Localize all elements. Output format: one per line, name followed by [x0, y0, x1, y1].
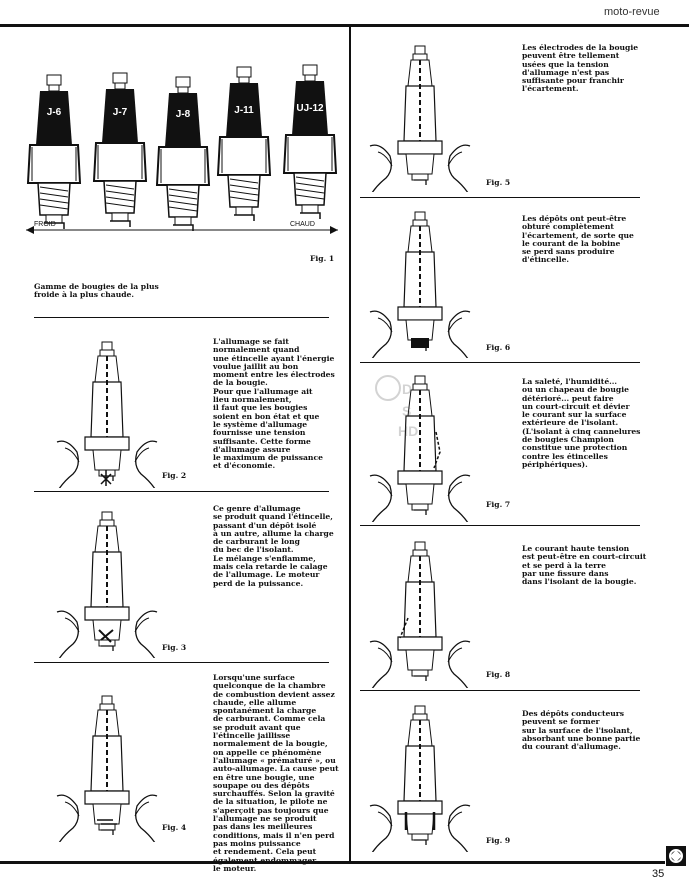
separator	[360, 362, 640, 363]
column-divider	[349, 27, 351, 862]
fig-text: La saleté, l'humidité... ou un chapeau de bougie détérioré... peut faire un court-circuit et dévier le courant sur la surface extérieure de l'isolant. (L'isolant à cinq cannelures de bougies Champion constitue une protection contre les étincelles périphériques).	[522, 377, 641, 469]
corner-marker	[666, 846, 686, 866]
fig-text: Des dépôts conducteurs peuvent se former sur la surface de l'isolant, absorbant une bonne partie du courant d'allumage.	[522, 709, 641, 752]
fig-label: Fig. 1	[310, 254, 335, 263]
separator	[360, 525, 640, 526]
plug-label: J-11	[234, 105, 254, 116]
fig-text: Ce genre d'allumage se produit quand l'étincelle, passant d'un dépôt isolé à un autre, allume la charge de carburant le long du bec de l'isolant. Le mélange s'enflamme, mais cela retarde le calage de l'allumage. Le moteur perd de la puissance.	[213, 504, 334, 588]
spark-plug-range-illustration	[20, 55, 345, 245]
spark-plug-diagram	[52, 508, 162, 658]
plug-label: J-6	[46, 107, 62, 118]
spark-plug-diagram	[365, 538, 475, 688]
magazine-name: moto-revue	[604, 6, 660, 18]
svg-text:HD: HD	[398, 423, 419, 439]
fig-label: Fig. 9	[486, 836, 511, 845]
spark-plug-diagram	[52, 692, 162, 842]
plug-label: J-7	[112, 107, 128, 118]
top-rule	[0, 24, 689, 27]
separator	[34, 491, 329, 492]
fig-label: Fig. 3	[162, 643, 187, 652]
fig-text: Les électrodes de la bougie peuvent être tellement usées que la tension d'allumage n'est pas suffisante pour franchir l'écartement.	[522, 43, 639, 94]
separator	[34, 662, 329, 663]
spark-plug-diagram	[365, 42, 475, 192]
plug-label: J-8	[175, 109, 191, 120]
fig-label: Fig. 6	[486, 343, 511, 352]
cold-label: FROID	[34, 221, 56, 228]
fig-text: Les dépôts ont peut-être obturé complètement l'écartement, de sorte que le courant de la bobine se perd sans produire d'étincelle.	[522, 214, 634, 265]
separator	[34, 317, 329, 318]
range-caption: Gamme de bougies de la plus froide à la plus chaude.	[34, 282, 159, 300]
spark-plug-diagram	[365, 208, 475, 358]
fig-label: Fig. 5	[486, 178, 511, 187]
fig-label: Fig. 2	[162, 471, 187, 480]
fig-text: L'allumage se fait normalement quand une étincelle ayant l'énergie voulue jaillit au bon moment entre les électrodes de la bougie. Pour que l'allumage ait lieu normalement, il faut que les bougies soient en bon état et que le système d'allumage fournisse une tension suffisante. Cette forme d'allumage assure le maximum de puissance et d'économie.	[213, 337, 335, 471]
separator	[360, 197, 640, 198]
separator	[360, 690, 640, 691]
spark-plug-diagram	[365, 702, 475, 852]
fig-label: Fig. 8	[486, 670, 511, 679]
watermark-logo	[368, 372, 428, 442]
fig-text: Lorsqu'une surface quelconque de la chambre de combustion devient assez chaude, elle allume spontanément la charge de carburant. Comme cela se produit avant que l'étincelle jaillisse normalement de la bougie, on appelle ce phénomène l'allumage « prématuré », ou auto-allumage. La cause peut en être une bougie, une soupape ou des dépôts surchauffés. Selon la gravité de la situation, le pilote ne s'aperçoit pas toujours que l'allumage ne se produit pas dans les meilleures conditions, mais il n'en perd pas moins puissance et rendement. Cela peut également endommager le moteur.	[213, 673, 339, 873]
fig-text: Le courant haute tension est peut-être en court-circuit et se perd à la terre par une fissure dans dans l'isolant de la bougie.	[522, 544, 647, 587]
plug-label: UJ-12	[296, 103, 324, 114]
svg-text:D: D	[402, 381, 413, 397]
fig-label: Fig. 4	[162, 823, 187, 832]
hot-label: CHAUD	[290, 221, 315, 228]
spark-plug-diagram	[52, 338, 162, 488]
svg-text:S: S	[402, 403, 412, 419]
page-number: 35	[652, 868, 665, 880]
fig-label: Fig. 7	[486, 500, 511, 509]
